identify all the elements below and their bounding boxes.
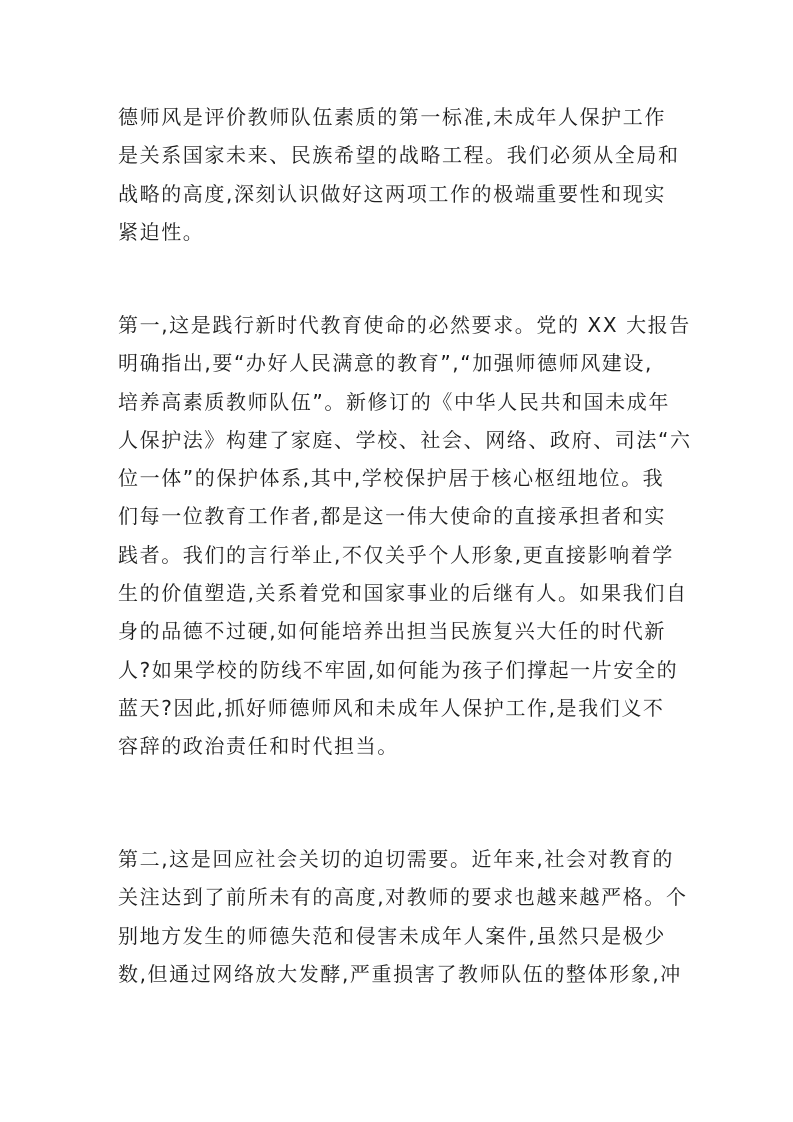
text-line: 身的品德不过硬,如何能培养出担当民族复兴大任的时代新 (118, 619, 666, 644)
text-line: 培养高素质教师队伍”。新修订的《中华人民共和国未成年 (118, 389, 670, 414)
text-line: 生的价值塑造,关系着党和国家事业的后继有人。如果我们自 (118, 581, 688, 606)
text-line: 容辞的政治责任和时代担当。 (118, 734, 399, 759)
text-line: 们每一位教育工作者,都是这一伟大使命的直接承担者和实 (118, 504, 666, 529)
text-line: 人保护法》构建了家庭、学校、社会、网络、政府、司法“六 (118, 427, 692, 452)
text-line: 是关系国家未来、民族希望的战略工程。我们必须从全局和 (118, 143, 680, 168)
text-line: 别地方发生的师德失范和侵害未成年人案件,虽然只是极少 (118, 923, 666, 948)
text-line: 关注达到了前所未有的高度,对教师的要求也越来越严格。个 (118, 885, 688, 910)
text-line: 德师风是评价教师队伍素质的第一标准,未成年人保护工作 (118, 105, 666, 129)
paragraph-3 (118, 840, 688, 993)
text-line: 第一,这是践行新时代教育使命的必然要求。党的 XX 大报告 (118, 313, 691, 337)
text-line: 紧迫性。 (118, 219, 205, 244)
text-line: 战略的高度,深刻认识做好这两项工作的极端重要性和现实 (118, 181, 666, 206)
text-line: 践者。我们的言行举止,不仅关乎个人形象,更直接影响着学 (118, 542, 674, 567)
text-line: 数,但通过网络放大发酵,严重损害了教师队伍的整体形象,冲 (118, 961, 682, 986)
text-line: 位一体”的保护体系,其中,学校保护居于核心枢纽地位。我 (118, 466, 665, 491)
paragraph-1 (118, 98, 680, 251)
text-line: 人?如果学校的防线不牢固,如何能为孩子们撑起一片安全的 (118, 657, 679, 682)
text-line: 蓝天?因此,抓好师德师风和未成年人保护工作,是我们义不 (118, 695, 665, 720)
paragraph-2 (118, 306, 692, 766)
text-line: 第二,这是回应社会关切的迫切需要。近年来,社会对教育的 (118, 847, 674, 871)
text-line: 明确指出,要“办好人民满意的教育”,“加强师德师风建设, (118, 351, 653, 376)
